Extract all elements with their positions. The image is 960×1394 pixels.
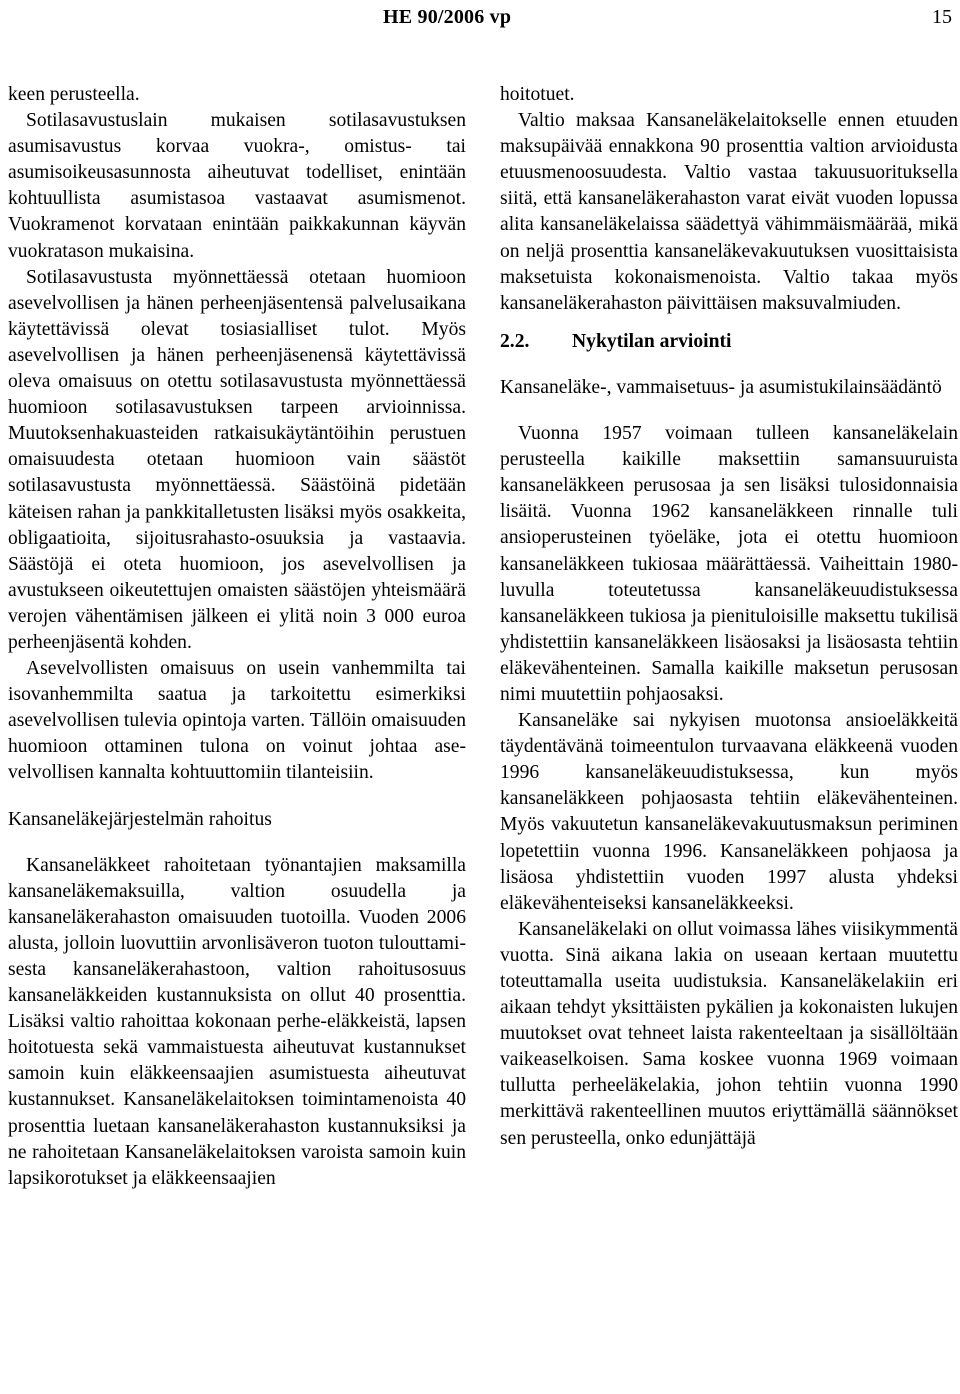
paragraph: Sotilasavustuslain mukaisen sotilasavustuksen asumisavustus korvaa vuokra-, omistus- tai asumisoikeusasunnosta aiheutuvat todelliset, enintään kohtuullista asumistasoa vastaavat asumismenot. Vuokramenot korvataan enintään paikkakunnan käyvän vuokratason mukaisina. (8, 110, 466, 262)
subsection-heading: Kansaneläke-, vammaisetuus- ja asumistukilainsäädäntö (500, 376, 942, 398)
paragraph: keen perusteella. (8, 84, 140, 105)
document-id: HE 90/2006 vp (383, 6, 512, 28)
page-header (0, 6, 960, 28)
paragraph: Vuonna 1957 voimaan tulleen kansaneläkelain perusteella kaikille maksettiin samansuuruista kansaneläkkeen perusosaa ja sen lisäksi tulosidonnaisia lisäitä. Vuonna 1962 kansaneläkkeen rinnalle tuli ansioperusteinen työeläke, jota ei otettu huomioon kansaneläkkeen tukiosaa määrättäessä. Vaiheittain 1980-luvulla toteutetussa kansaneläkeuudistuksessa kansaneläkkeen tukiosa ja pienituloisille maksettu tukilisä yhdistettiin kansaneläkkeen lisäosaksi ja lisäosasta tehtiin eläkevähenteinen. Samalla kaikille maksetun perusosan nimi muutettiin pohjaosaksi. (500, 423, 958, 705)
right-column (500, 82, 958, 1152)
paragraph: Valtio maksaa Kansaneläkelaitokselle ennen etuuden maksupäivää ennakkona 90 prosenttia valtion arvioidusta etuusmenoosuudesta. Valtio vastaa takuusuorituksella siitä, että kansaneläkerahaston varat eivät vuoden lopussa alita kansaneläkelaissa säädettyä vähimmäismäärää, mikä on neljä prosenttia kansaneläkevakuutuksen vuosittaisista maksetuista kokonaismenoista. Valtio takaa myös kansaneläkerahaston päivittäisen maksuvalmiuden. (500, 110, 958, 314)
paragraph: hoitotuet. (500, 84, 575, 105)
section-title: Nykytilan arviointi (572, 330, 732, 352)
left-column (8, 82, 466, 1192)
section-heading (500, 329, 958, 355)
paragraph: Asevelvollisten omaisuus on usein vanhemmilta tai isovanhemmilta saatua ja tarkoitettu esimerkiksi asevelvollisen tulevia opintoja varten. Tällöin omaisuuden huomioon ottaminen tulona on voinut johtaa asevelvollisen kannalta kohtuuttomiin tilanteisiin. (8, 658, 466, 784)
section-number: 2.2. (500, 330, 530, 352)
paragraph: Sotilasavustusta myönnettäessä otetaan huomioon asevelvollisen ja hänen perheenjäsentensä palvelusaikana käytettävissä olevat tosiasialliset tulot. Myös asevelvollisen ja hänen perheenjäsenensä käytettävissä oleva omaisuus on otettu sotilasavustusta myönnettäessä huomioon sotilasavustuksen tarpeen arvioinnissa. Muutoksenhakuasteiden ratkaisukäytäntöihin perustuen omaisuudesta otetaan huomioon vain säästöt sotilasavustusta myönnettäessä. Säästöinä pidetään käteisen rahan ja pankkitalletusten lisäksi myös osakkeita, obligaatioita, sijoitusrahasto-osuuksia ja vastaavia. Säästöjä ei oteta huomioon, jos asevelvollisen ja avustukseen oikeutettujen omaisten säästöjen yhteismäärä verojen vähentämisen jälkeen ei ylitä noin 3 000 euroa perheenjäsentä kohden. (8, 266, 466, 653)
page-number: 15 (932, 6, 952, 28)
paragraph: Kansaneläkelaki on ollut voimassa lähes viisikymmentä vuotta. Sinä aikana lakia on useaan kertaan muutettu toteuttamalla useita uudistuksia. Kansaneläkelakiin eri aikaan tehdyt yksittäisten pykälien ja kokonaisten lukujen muutokset ovat tehneet laista rakenteeltaan ja sisällöltään vaikeaselkoisen. Sama koskee vuonna 1969 voimaan tullutta perheeläkelakia, johon tehtiin vuonna 1990 merkittävä rakenteellinen muutos eriyttämällä säännökset sen perusteella, onko edunjättäjä (500, 918, 958, 1149)
paragraph: Kansaneläkkeet rahoitetaan työnantajien maksamilla kansaneläkemaksuilla, valtion osuudella ja kansaneläkerahaston omaisuuden tuotoilla. Vuoden 2006 alusta, jolloin luovuttiin arvonlisäveron tuoton tulouttamisesta kansaneläkerahastoon, valtion rahoitusosuus kansaneläkkeiden kustannuksista on ollut 40 prosenttia. Lisäksi valtio rahoittaa kokonaan perhe-eläkkeistä, lapsen hoitotuesta sekä vammaistuesta aiheutuvat kustannukset samoin kuin eläkkeensaajien asumistuesta aiheutuvat kustannukset. Kansaneläkelaitoksen toimintamenoista 40 prosenttia luetaan kansaneläkerahaston kustannuksiksi ja ne rahoitetaan Kansaneläkelaitoksen varoista samoin kuin lapsikorotukset ja eläkkeensaajien (8, 854, 466, 1189)
subsection-heading: Kansaneläkejärjestelmän rahoitus (8, 808, 272, 830)
paragraph: Kansaneläke sai nykyisen muotonsa ansioeläkkeitä täydentävänä toimeentulon turvaavana eläkkeenä vuoden 1996 kansaneläkeuudistuksessa, kun myös kansaneläkkeen pohjaosasta tehtiin eläkevähenteinen. Myös vakuutetun kansaneläkevakuutusmaksun periminen lopetettiin vuonna 1996. Kansaneläkkeen pohjaosa ja lisäosa yhdistettiin vuoden 1997 alusta yhdeksi eläkevähenteiseksi kansaneläkkeeksi. (500, 710, 958, 914)
